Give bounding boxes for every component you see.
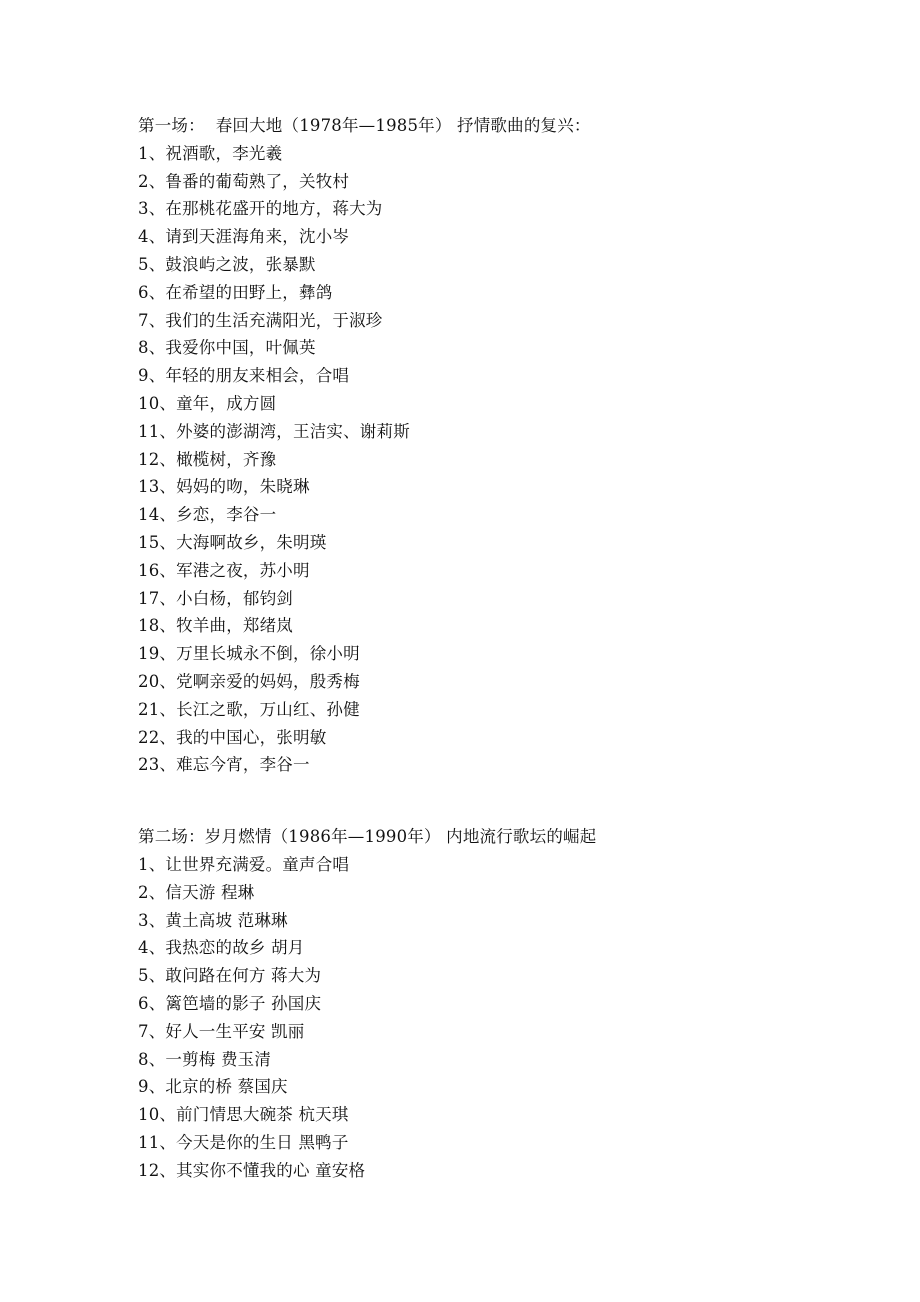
list-item: 12、其实你不懂我的心 童安格 (138, 1160, 366, 1180)
list-item: 15、大海啊故乡，朱明瑛 (138, 532, 327, 552)
list-item: 6、篱笆墙的影子 孙国庆 (138, 993, 322, 1013)
list-item: 13、妈妈的吻，朱晓琳 (138, 477, 310, 497)
list-item: 22、我的中国心，张明敏 (138, 727, 327, 747)
section-2 (138, 823, 878, 1184)
section-1 (138, 112, 878, 779)
document-page (138, 112, 878, 1184)
list-item: 10、童年，成方圆 (138, 393, 277, 413)
section-heading: 第二场：岁月燃情（1986年—1990年） 内地流行歌坛的崛起 (138, 827, 597, 847)
list-item: 12、橄榄树，齐豫 (138, 449, 277, 469)
list-item: 7、我们的生活充满阳光，于淑珍 (138, 310, 383, 330)
list-item: 5、敢问路在何方 蒋大为 (138, 966, 322, 986)
list-item: 18、牧羊曲，郑绪岚 (138, 616, 293, 636)
list-item: 17、小白杨，郁钧剑 (138, 588, 293, 608)
list-item: 23、难忘今宵，李谷一 (138, 755, 310, 775)
section-heading: 第一场： 春回大地（1978年—1985年） 抒情歌曲的复兴： (138, 116, 591, 135)
list-item: 14、乡恋，李谷一 (138, 505, 277, 525)
list-item: 4、我热恋的故乡 胡月 (138, 938, 305, 958)
list-item: 5、鼓浪屿之波，张暴默 (138, 254, 316, 274)
list-item: 7、好人一生平安 凯丽 (138, 1021, 305, 1041)
list-item: 3、在那桃花盛开的地方，蒋大为 (138, 199, 383, 219)
list-item: 2、信天游 程琳 (138, 882, 255, 902)
list-item: 9、北京的桥 蔡国庆 (138, 1077, 288, 1097)
list-item: 1、祝酒歌，李光羲 (138, 143, 283, 163)
list-item: 3、黄土高坡 范琳琳 (138, 910, 288, 930)
list-item: 9、年轻的朋友来相会，合唱 (138, 366, 350, 386)
list-item: 1、让世界充满爱。童声合唱 (138, 854, 350, 874)
list-item: 4、请到天涯海角来，沈小岑 (138, 227, 350, 247)
list-item: 21、长江之歌，万山红、孙健 (138, 699, 360, 719)
list-item: 6、在希望的田野上，彝鸽 (138, 282, 333, 302)
list-item: 8、一剪梅 费玉清 (138, 1049, 272, 1069)
list-item: 8、我爱你中国，叶佩英 (138, 338, 316, 358)
list-item: 19、万里长城永不倒，徐小明 (138, 644, 360, 664)
list-item: 20、党啊亲爱的妈妈，殷秀梅 (138, 671, 360, 691)
section-spacer (138, 779, 878, 823)
list-item: 2、鲁番的葡萄熟了，关牧村 (138, 171, 350, 191)
list-item: 10、前门情思大碗茶 杭天琪 (138, 1105, 349, 1125)
list-item: 11、今天是你的生日 黑鸭子 (138, 1132, 349, 1152)
list-item: 11、外婆的澎湖湾，王洁实、谢莉斯 (138, 421, 410, 441)
list-item: 16、军港之夜，苏小明 (138, 560, 310, 580)
